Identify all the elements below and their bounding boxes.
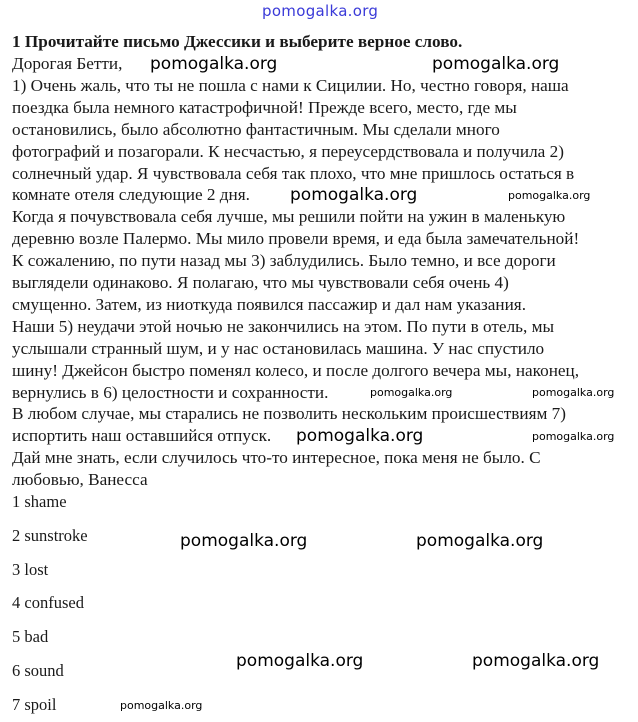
letter-line: услышали странный шум, и у нас остановилась машина. У нас спустило [12,338,545,358]
watermark: pomogalka.org [508,189,591,202]
watermark: pomogalka.org [370,386,453,399]
letter-line: вернулись в 6) целостности и сохранности. [12,382,329,402]
letter-line: испортить наш оставшийся отпуск. [12,426,272,446]
answer-item: 3 lost [12,559,49,579]
watermark: pomogalka.org [120,699,203,712]
letter-line: смущенно. Затем, из ниоткуда появился пассажир и дал нам указания. [12,294,526,314]
letter-line: Дай мне знать, если случилось что-то интересное, пока меня не было. С [12,448,541,468]
letter-line: К сожалению, по пути назад мы 3) заблудились. Было темно, и все дороги [12,251,556,271]
answer-item: 1 shame [12,492,67,511]
watermark: pomogalka.org [150,54,278,74]
letter-line: солнечный удар. Я чувствовала себя так плохо, что мне пришлось остаться в [12,163,575,183]
letter-line: В любом случае, мы старались не позволить нескольким происшествиям 7) [12,404,566,424]
letter-line: шину! Джейсон быстро поменял колесо, и после долгого вечера мы, наконец, [12,360,580,380]
letter-line: поездка была немного катастрофичной! Прежде всего, место, где мы [12,97,517,117]
letter-line: Наши 5) неудачи этой ночью не закончились на этом. По пути в отель, мы [12,316,554,336]
answer-item: 4 confused [12,593,84,613]
watermark: pomogalka.org [532,386,615,399]
watermark: pomogalka.org [236,651,364,671]
header-watermark: pomogalka.org [262,2,379,20]
watermark: pomogalka.org [290,185,418,205]
letter-line: остановились, было абсолютно фантастичным. Мы сделали много [12,119,500,139]
answer-item: 6 sound [12,661,64,680]
letter-line: комнате отеля следующие 2 дня. [12,185,250,205]
watermark: pomogalka.org [296,426,424,446]
letter-line: любовью, Ванесса [12,470,148,490]
answer-item: 2 sunstroke [12,525,88,545]
letter-line: выглядели одинаково. Я полагаю, что мы чувствовали себя очень 4) [12,273,509,292]
watermark: pomogalka.org [432,54,560,74]
answer-item: 7 spoil [12,694,57,714]
task-title: 1 Прочитайте письмо Джессики и выберите верное слово. [12,32,463,51]
watermark: pomogalka.org [472,651,600,671]
letter-line: деревню возле Палермо. Мы мило провели время, и еда была замечательной! [12,229,580,249]
letter-line: Когда я почувствовала себя лучше, мы решили пойти на ужин в маленькую [12,207,566,227]
letter-line: фотографий и позагорали. К несчастью, я переусердствовала и получила 2) [12,141,564,161]
watermark: pomogalka.org [180,531,308,551]
letter-line: 1) Очень жаль, что ты не пошла с нами к Сицилии. Но, честно говоря, наша [12,75,569,95]
letter-line: Дорогая Бетти, [12,54,123,73]
watermark: pomogalka.org [416,531,544,551]
watermark: pomogalka.org [532,430,615,443]
answer-item: 5 bad [12,627,49,647]
